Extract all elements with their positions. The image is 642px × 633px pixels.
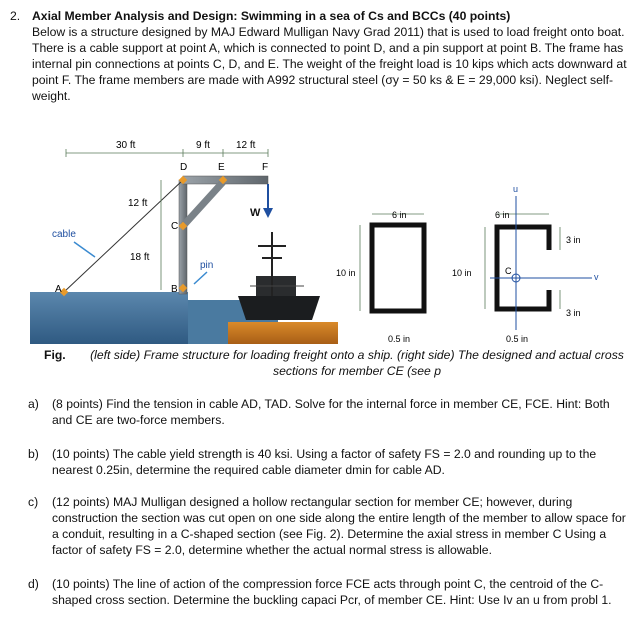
section-rectangular <box>360 214 424 311</box>
centroid-c: C <box>505 266 512 276</box>
question-d <box>28 576 628 608</box>
point-c: C <box>171 221 179 232</box>
caption-text: (left side) Frame structure for loading freight onto a ship. (right side) The designed and actual cross sections for member CE (see p <box>90 348 624 378</box>
figure <box>0 128 642 348</box>
point-e: E <box>218 162 225 173</box>
question-letter: b) <box>28 447 39 461</box>
point-f: F <box>262 162 269 173</box>
dock <box>228 322 338 344</box>
question-text: (8 points) Find the tension in cable AD, TAD. Solve for the internal force in member CE, FCE. Hint: Both and CE are two-force members. <box>52 397 610 427</box>
cable-ad <box>64 180 183 292</box>
dim-12ft-top: 12 ft <box>236 140 256 151</box>
question-a <box>28 396 628 428</box>
figure-caption <box>44 347 634 379</box>
axis-v: v <box>594 272 599 282</box>
question-text: (10 points) The line of action of the compression force FCE acts through point C, the centroid of the C-shaped cross section. Determine the buckling capaci Pcr, of member CE. Hint: Use Iv an u from probl 1. <box>52 577 612 607</box>
sec1-height: 10 in <box>336 268 356 278</box>
ship-icon <box>238 232 320 320</box>
sec1-width: 6 in <box>392 210 407 220</box>
sec2-width: 6 in <box>495 210 510 220</box>
point-b: B <box>171 284 178 295</box>
sec2-thickness: 0.5 in <box>506 334 529 344</box>
load-label: W <box>250 207 261 219</box>
question-letter: c) <box>28 495 39 509</box>
problem-intro: Below is a structure designed by MAJ Edward Mulligan Navy Grad 2011) that is used to load freight onto boat. There is a cable support at point A, which is connected to point D, and a pin support at point B. The frame has internal pin connections at points C, D, and E. The weight of the freight load is 10 kips which acts downward at point F. The frame members are made with A992 structural steel (σy = 50 ks & E = 29,000 ksi). Neglect self-weight. <box>32 25 627 103</box>
sec2-flange-top: 3 in <box>566 235 581 245</box>
water <box>30 292 188 344</box>
point-d: D <box>180 162 188 173</box>
axis-u: u <box>513 184 519 194</box>
problem-statement <box>10 8 632 104</box>
point-a: A <box>55 284 62 295</box>
dim-30ft: 30 ft <box>116 140 136 151</box>
cable-label: cable <box>52 229 76 240</box>
problem-number: 2. <box>10 9 21 23</box>
dim-9ft: 9 ft <box>196 140 210 151</box>
question-b <box>28 446 628 478</box>
question-letter: d) <box>28 577 39 591</box>
dim-12ft-side: 12 ft <box>128 198 148 209</box>
sec2-flange-bottom: 3 in <box>566 308 581 318</box>
question-c <box>28 494 628 558</box>
problem-title: Axial Member Analysis and Design: Swimming in a sea of Cs and BCCs (40 points) <box>32 9 511 23</box>
brace-ce <box>183 182 223 226</box>
sec2-height: 10 in <box>452 268 472 278</box>
question-text: (10 points) The cable yield strength is 40 ksi. Using a factor of safety FS = 2.0 and rounding up to the nearest 0.25in, determine the required cable diameter dmin for cable AD. <box>52 447 597 477</box>
caption-label: Fig. <box>44 348 66 362</box>
pin-label: pin <box>200 260 214 271</box>
sec1-thickness: 0.5 in <box>388 334 411 344</box>
question-letter: a) <box>28 397 39 411</box>
question-text: (12 points) MAJ Mulligan designed a hollow rectangular section for member CE; however, during construction the section was cut open on one side along the entire length of the member to allow space for a conduit, resulting in a C-shaped section (see Fig. 2). Determine the axial stress in member C Using a factor of safety FS = 2.0, determine whether the actual normal stress is allowable. <box>52 495 626 557</box>
dim-18ft: 18 ft <box>130 252 150 263</box>
column-bd <box>179 180 187 294</box>
